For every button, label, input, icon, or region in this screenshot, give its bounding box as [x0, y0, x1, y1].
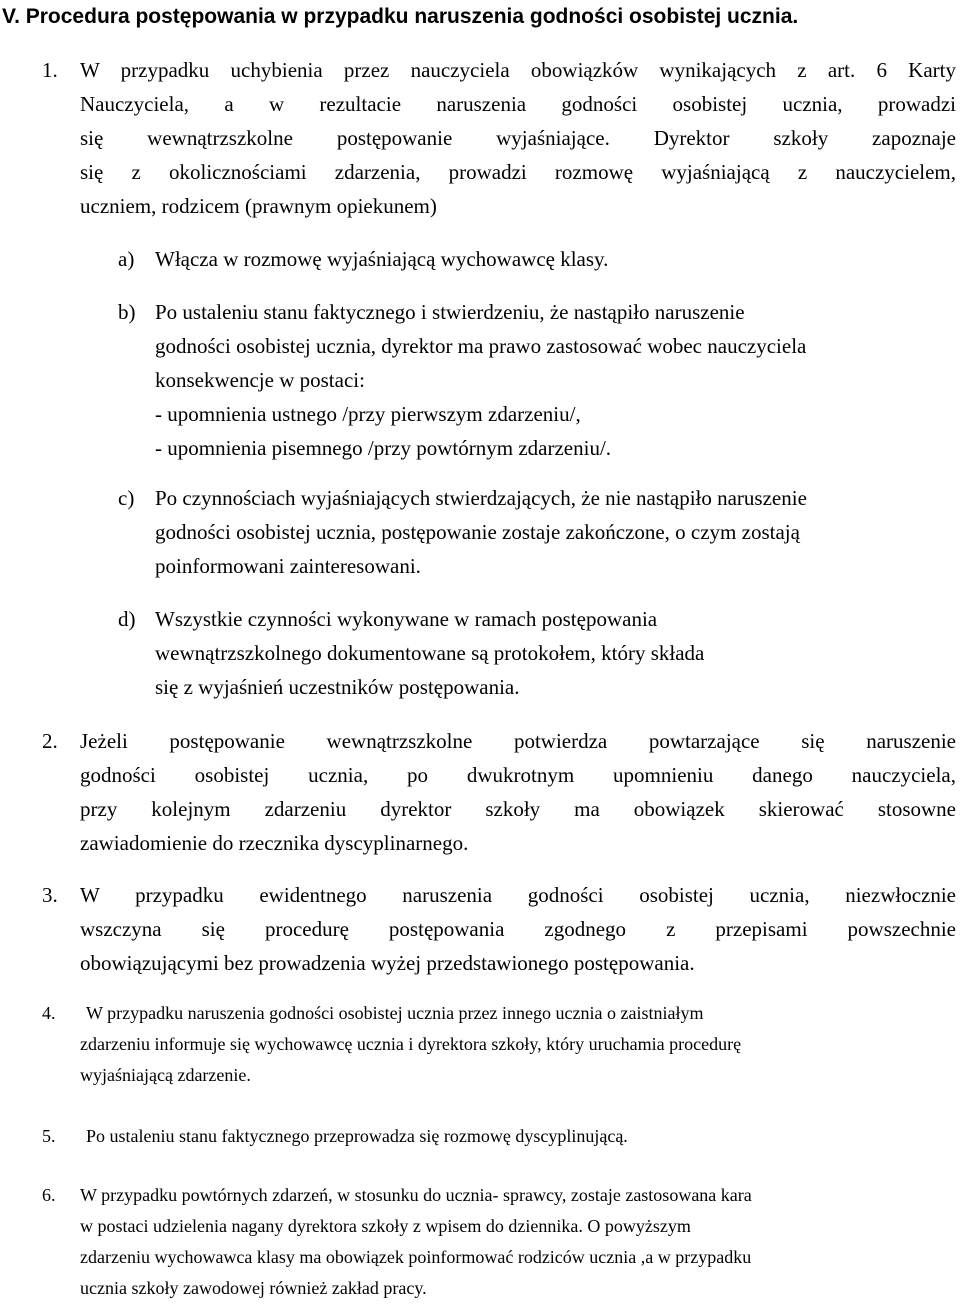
- sub-item-label: b): [118, 300, 136, 324]
- text-line: w postaci udzielenia nagany dyrektora szkoły z wpisem do dziennika. O powyższym: [80, 1216, 691, 1236]
- text-line: W przypadku uchybienia przez nauczyciela obowiązków wynikających z art. 6 Karty: [80, 58, 956, 82]
- item-text: [80, 998, 956, 1091]
- text-line: Po ustaleniu stanu faktycznego i stwierdzeniu, że nastąpiło naruszenie: [155, 300, 745, 324]
- item-text: [80, 878, 956, 980]
- text-line: obowiązującymi bez prowadzenia wyżej przedstawionego postępowania.: [80, 951, 695, 975]
- item-number: 3.: [42, 883, 58, 907]
- section-heading: V. Procedura postępowania w przypadku naruszenia godności osobistej ucznia.: [2, 5, 799, 28]
- sub-item-label: d): [118, 607, 136, 631]
- text-line: ucznia szkoły zawodowej również zakład pracy.: [80, 1278, 427, 1298]
- text-line: przy kolejnym zdarzeniu dyrektor szkoły ma obowiązek skierować stosowne: [80, 797, 956, 821]
- text-line: Włącza w rozmowę wyjaśniającą wychowawcę klasy.: [155, 247, 609, 271]
- text-line: się wewnątrzszkolne postępowanie wyjaśniające. Dyrektor szkoły zapoznaje: [80, 126, 956, 150]
- text-line: uczniem, rodzicem (prawnym opiekunem): [80, 194, 437, 218]
- text-line: się z wyjaśnień uczestników postępowania.: [155, 675, 520, 699]
- item-text: [80, 53, 956, 223]
- text-line: wewnątrzszkolnego dokumentowane są protokołem, który składa: [155, 641, 705, 665]
- text-line: Jeżeli postępowanie wewnątrzszkolne potwierdza powtarzające się naruszenie: [80, 729, 956, 753]
- item-text: [80, 724, 956, 860]
- text-line: Po ustaleniu stanu faktycznego przeprowadza się rozmowę dyscyplinującą.: [86, 1126, 628, 1146]
- text-line: wyjaśniającą zdarzenie.: [80, 1065, 251, 1085]
- sub-item-label: a): [118, 247, 135, 271]
- sub-item-text: [155, 481, 955, 583]
- text-line: poinformowani zainteresowani.: [155, 554, 421, 578]
- text-line: Wszystkie czynności wykonywane w ramach postępowania: [155, 607, 658, 631]
- text-line: W przypadku powtórnych zdarzeń, w stosunku do ucznia- sprawcy, zostaje zastosowana kara: [80, 1185, 752, 1205]
- text-line: zdarzeniu informuje się wychowawcę ucznia i dyrektora szkoły, który uruchamia procedurę: [80, 1034, 742, 1054]
- item-number: 1.: [42, 58, 58, 82]
- text-line: Po czynnościach wyjaśniających stwierdzających, że nie nastąpiło naruszenie: [155, 486, 807, 510]
- text-line: godności osobistej ucznia, dyrektor ma prawo zastosować wobec nauczyciela: [155, 334, 807, 358]
- text-line: zawiadomienie do rzecznika dyscyplinarnego.: [80, 831, 469, 855]
- text-line: - upomnienia ustnego /przy pierwszym zdarzeniu/,: [155, 402, 581, 426]
- item-number: 4.: [42, 1003, 56, 1023]
- text-line: się z okolicznościami zdarzenia, prowadzi rozmowę wyjaśniającą z nauczycielem,: [80, 160, 956, 184]
- text-line: konsekwencje w postaci:: [155, 368, 365, 392]
- item-number: 2.: [42, 729, 58, 753]
- item-number: 6.: [42, 1185, 56, 1205]
- sub-item-text: [155, 295, 955, 465]
- text-line: godności osobistej ucznia, po dwukrotnym upomnieniu danego nauczyciela,: [80, 763, 956, 787]
- text-line: wszczyna się procedurę postępowania zgodnego z przepisami powszechnie: [80, 917, 956, 941]
- text-line: Nauczyciela, a w rezultacie naruszenia godności osobistej ucznia, prowadzi: [80, 92, 956, 116]
- item-number: 5.: [42, 1126, 56, 1146]
- text-line: zdarzeniu wychowawca klasy ma obowiązek poinformować rodziców ucznia ,a w przypadku: [80, 1247, 752, 1267]
- sub-item-text: [155, 602, 955, 704]
- sub-item-label: c): [118, 486, 135, 510]
- item-text: [86, 1121, 956, 1152]
- text-line: - upomnienia pisemnego /przy powtórnym zdarzeniu/.: [155, 436, 612, 460]
- text-line: godności osobistej ucznia, postępowanie zostaje zakończone, o czym zostają: [155, 520, 800, 544]
- item-text: [80, 1180, 956, 1304]
- sub-item-text: [155, 242, 955, 276]
- text-line: W przypadku ewidentnego naruszenia godności osobistej ucznia, niezwłocznie: [80, 883, 956, 907]
- text-line: W przypadku naruszenia godności osobistej ucznia przez innego ucznia o zaistniałym: [86, 1003, 704, 1023]
